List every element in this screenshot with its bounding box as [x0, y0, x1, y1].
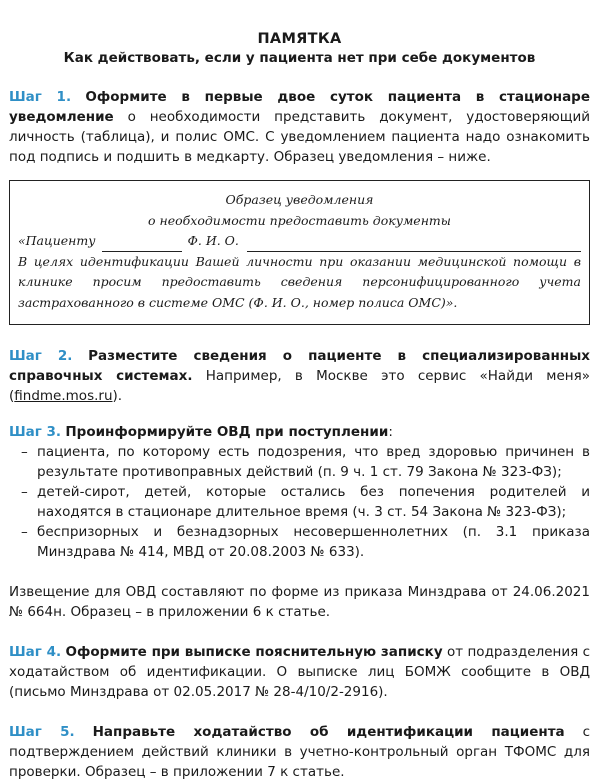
dash-bullet: – — [21, 484, 28, 500]
page-title: ПАМЯТКА — [257, 31, 342, 47]
step-3 — [9, 422, 590, 442]
sample-fio-label: Ф. И. О. — [187, 233, 239, 248]
step-4 — [9, 642, 590, 702]
step-4-label: Шаг 4. — [9, 644, 62, 660]
page-subtitle: Как действовать, если у пациента нет при себе документов — [63, 50, 536, 66]
findme-link[interactable]: findme.mos.ru — [14, 388, 113, 404]
sample-title-line-2: о необходимости предоставить документы — [148, 212, 451, 228]
list-item: – пациента, по которому есть подозрения, что вред здоровью причинен в результате противоправных действий (п. 9 ч. 1 ст. 79 Закона № 323-ФЗ); — [21, 444, 590, 480]
sample-patient-line — [18, 231, 581, 252]
step-3-list — [9, 442, 590, 562]
step-5-label: Шаг 5. — [9, 724, 75, 740]
sample-patient-label: «Пациенту — [18, 233, 96, 248]
step-4-heading: Оформите при выписке пояснительную записку — [65, 644, 443, 660]
step-2-text: Например, в Москве это сервис «Найди меня» ( — [9, 368, 590, 404]
step-4-text: от подразделения с ходатайством об идентификации. О выписке лиц БОМЖ сообщите в ОВД (письмо Минздрава от 02.05.2017 № 28-4/10/2-2916). — [9, 644, 591, 700]
sample-blank-short — [102, 236, 182, 252]
step-1-label: Шаг 1. — [9, 89, 72, 105]
step-3-label: Шаг 3. — [9, 424, 62, 440]
step-2 — [9, 346, 590, 406]
sample-title-line-1: Образец уведомления — [225, 192, 374, 207]
step-3-colon: : — [388, 424, 393, 440]
step-5-text: с подтверждением действий клиники в учетно-контрольный орган ТФОМС для проверки. Образец – в приложении 7 к статье. — [9, 724, 590, 780]
step-2-label: Шаг 2. — [9, 348, 73, 364]
dash-bullet: – — [21, 444, 28, 460]
step-2-text-end: ). — [112, 388, 123, 404]
step-3-heading: Проинформируйте ОВД при поступлении — [65, 424, 389, 440]
step-2-heading: Разместите сведения о пациенте в специализированных справочных системах. — [9, 348, 591, 384]
step-5-heading: Направьте ходатайство об идентификации пациента — [92, 724, 565, 740]
step-1-text: о необходимости представить документ, удостоверяющий личность (таблица), и полис ОМС. С уведомлением пациента надо ознакомить под подпись и подшить в медкарту. Образец уведомления – ниже. — [9, 109, 590, 165]
sample-blank-long — [247, 236, 581, 252]
step-1 — [9, 87, 590, 167]
sample-notice-box — [9, 180, 590, 325]
step-1-heading: Оформите в первые двое суток пациента в стационаре уведомление — [9, 89, 590, 125]
sample-body: В целях идентификации Вашей личности при оказании медицинской помощи в клинике просим предоставить сведения персонифицированного учета застрахованного в системе ОМС (Ф. И. О., номер полиса ОМС)». — [18, 253, 581, 310]
list-item: – беспризорных и безнадзорных несовершеннолетних (п. 3.1 приказа Минздрава № 414, МВД от 20.08.2003 № 633). — [21, 524, 590, 560]
list-item: – детей-сирот, детей, которые остались без попечения родителей и находятся в стационаре длительное время (ч. 3 ст. 54 Закона № 323-ФЗ); — [21, 484, 590, 520]
dash-bullet: – — [21, 524, 28, 540]
step-5 — [9, 722, 590, 782]
ovd-notice-paragraph: Извещение для ОВД составляют по форме из приказа Минздрава от 24.06.2021 № 664н. Образец – в приложении 6 к статье. — [9, 584, 590, 620]
